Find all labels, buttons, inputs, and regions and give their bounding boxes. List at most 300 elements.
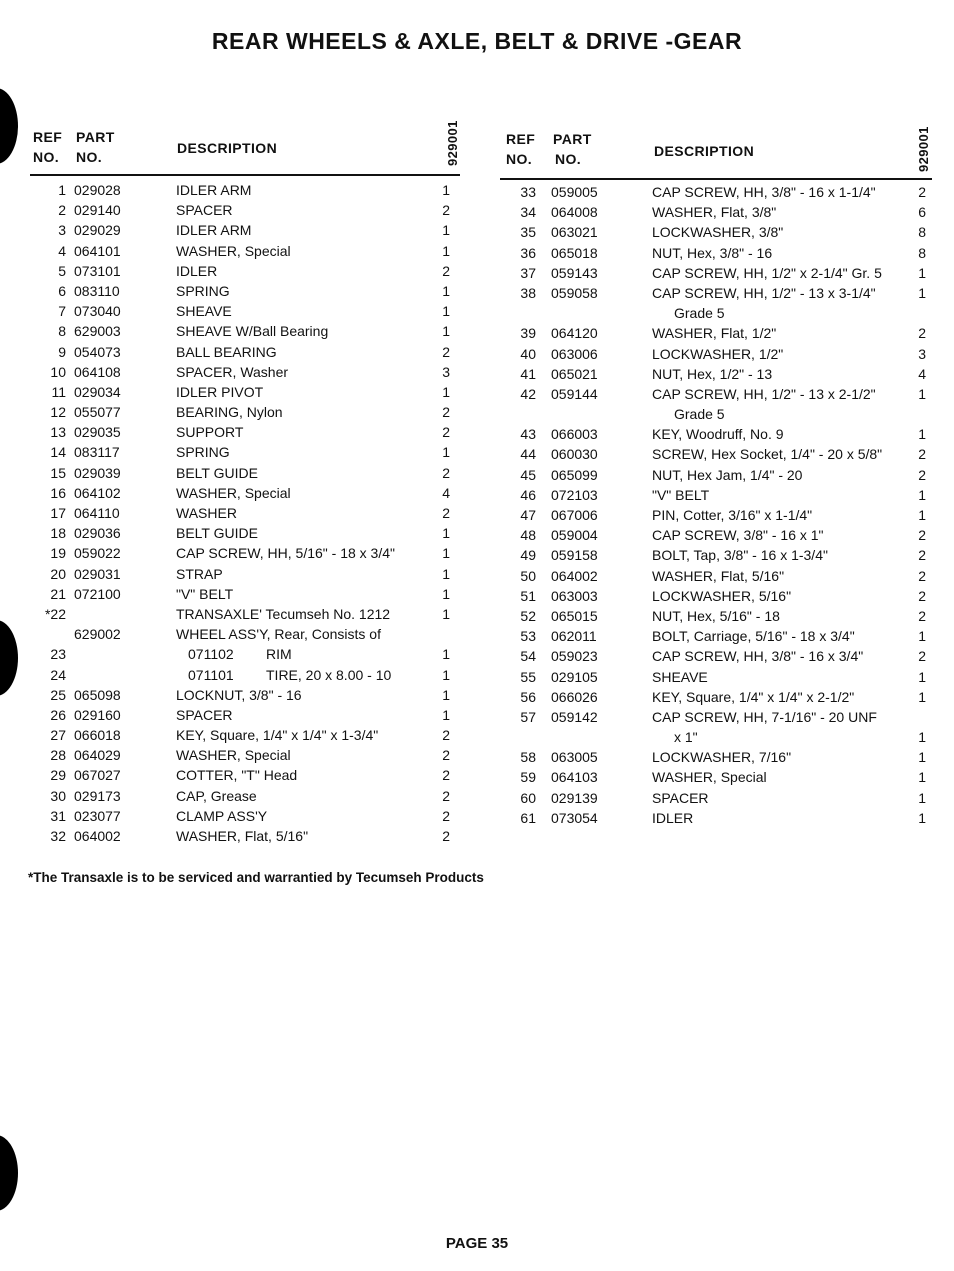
table-row <box>500 202 932 222</box>
part-number-cell: 065015 <box>551 607 598 624</box>
ref-cell: 37 <box>520 264 536 281</box>
table-header-right <box>500 118 932 174</box>
ref-cell: 32 <box>50 828 66 844</box>
ref-cell: 2 <box>58 202 66 219</box>
description-cell: SCREW, Hex Socket, 1/4" - 20 x 5/8" <box>652 446 883 463</box>
page-title: REAR WHEELS & AXLE, BELT & DRIVE -GEAR <box>211 28 743 54</box>
table-row <box>30 745 460 765</box>
quantity-cell: 1 <box>442 242 450 259</box>
part-number-cell: 054073 <box>74 343 121 360</box>
quantity-cell: 1 <box>918 809 926 826</box>
part-number-cell: 064108 <box>74 363 121 380</box>
description-cell: WHEEL ASS'Y, Rear, Consists of <box>176 626 381 643</box>
table-row <box>500 606 932 626</box>
table-row <box>500 344 932 364</box>
part-number-cell: 059144 <box>551 385 598 402</box>
table-row <box>30 261 460 281</box>
description-cell: PIN, Cotter, 3/16" x 1-1/4" <box>652 507 813 523</box>
ref-cell: 29 <box>50 767 66 784</box>
table-row <box>30 402 460 422</box>
quantity-cell: 1 <box>918 486 926 503</box>
description-cell: IDLER <box>652 809 694 826</box>
description-cell: WASHER, Flat, 1/2" <box>652 325 777 342</box>
part-number-cell: 629002 <box>74 626 121 643</box>
table-row <box>30 564 460 584</box>
quantity-cell: 6 <box>918 204 926 221</box>
quantity-cell: 2 <box>442 343 450 360</box>
ref-cell: 56 <box>520 688 536 705</box>
description-cell: CAP SCREW, HH, 3/8" - 16 x 3/4" <box>652 648 864 665</box>
ref-cell: 47 <box>520 507 536 523</box>
description-cell: LOCKWASHER, 5/16" <box>652 587 792 604</box>
ref-cell: 54 <box>520 648 536 665</box>
part-number-cell: 063021 <box>551 224 598 241</box>
table-row <box>500 384 932 404</box>
quantity-cell: 3 <box>442 363 450 380</box>
description-cell: Grade 5 <box>674 406 725 423</box>
quantity-cell: 1 <box>442 706 450 723</box>
description-cell: BOLT, Carriage, 5/16" - 18 x 3/4" <box>652 628 855 645</box>
ref-cell: 14 <box>50 444 66 461</box>
description-cell: CAP SCREW, 3/8" - 16 x 1" <box>652 527 824 544</box>
rows-left <box>30 180 460 846</box>
part-number-cell: 055077 <box>74 404 121 421</box>
description-cell: CAP, Grease <box>176 787 257 804</box>
ref-cell: 51 <box>520 587 536 604</box>
part-number-cell: 059023 <box>551 648 598 665</box>
description-cell: SUPPORT <box>176 424 244 441</box>
ref-cell: 17 <box>50 505 66 521</box>
ref-cell: 34 <box>520 204 536 221</box>
ref-cell: 45 <box>520 466 536 483</box>
table-row <box>30 523 460 543</box>
part-number-cell: 064101 <box>74 242 121 259</box>
part-header-line2: NO. <box>76 149 103 165</box>
description-cell: WASHER, Special <box>652 769 767 786</box>
table-row <box>30 543 460 563</box>
ref-cell: 55 <box>520 668 536 685</box>
part-number-cell: 063003 <box>551 587 598 604</box>
quantity-cell: 3 <box>918 345 926 362</box>
part-number-cell: 059142 <box>551 708 598 725</box>
ref-cell: 20 <box>50 565 66 582</box>
description-cell: IDLER ARM <box>176 182 252 198</box>
description-cell: LOCKWASHER, 3/8" <box>652 224 784 241</box>
quantity-cell: 2 <box>442 262 450 279</box>
description-cell: LOCKWASHER, 1/2" <box>652 345 784 362</box>
description-cell: CAP SCREW, HH, 7-1/16" - 20 UNF <box>652 708 877 725</box>
quantity-cell: 1 <box>918 507 926 523</box>
part-number-cell: 059143 <box>551 264 598 281</box>
part-number-cell: 066018 <box>74 727 121 744</box>
quantity-cell: 2 <box>442 404 450 421</box>
ref-cell: 61 <box>520 809 536 826</box>
table-row <box>30 604 460 624</box>
punch-hole-middle <box>0 620 18 696</box>
ref-cell: 7 <box>58 303 66 320</box>
part-number-cell: 072100 <box>74 585 121 602</box>
quantity-cell: 2 <box>442 424 450 441</box>
part-header-line2: NO. <box>555 151 582 167</box>
description-cell: BELT GUIDE <box>176 464 258 481</box>
description-cell: IDLER <box>176 262 218 279</box>
description-cell: STRAP <box>176 565 223 582</box>
description-cell: WASHER, Flat, 3/8" <box>652 204 777 221</box>
ref-cell: 33 <box>520 184 536 200</box>
part-number-cell: 029039 <box>74 464 121 481</box>
table-row <box>500 243 932 263</box>
quantity-cell: 1 <box>918 385 926 402</box>
quantity-cell: 1 <box>918 264 926 281</box>
quantity-cell: 2 <box>918 527 926 544</box>
description-cell: KEY, Square, 1/4" x 1/4" x 1-3/4" <box>176 727 379 744</box>
table-row <box>30 301 460 321</box>
part-number-cell: 064120 <box>551 325 598 342</box>
table-row <box>30 200 460 220</box>
ref-cell: 48 <box>520 527 536 544</box>
ref-cell: 6 <box>58 282 66 299</box>
part-number-cell: 029035 <box>74 424 121 441</box>
part-number-cell: 029031 <box>74 565 121 582</box>
table-row <box>30 382 460 402</box>
table-row <box>500 303 932 323</box>
table-row <box>30 806 460 826</box>
description-cell: "V" BELT <box>176 585 234 602</box>
ref-cell: 15 <box>50 464 66 481</box>
table-row <box>500 525 932 545</box>
quantity-cell: 2 <box>918 466 926 483</box>
quantity-cell: 2 <box>442 828 450 844</box>
table-row <box>500 747 932 767</box>
quantity-cell: 1 <box>918 688 926 705</box>
description-cell: BOLT, Tap, 3/8" - 16 x 1-3/4" <box>652 547 828 564</box>
quantity-cell: 2 <box>442 747 450 764</box>
ref-cell: 39 <box>520 325 536 342</box>
table-row <box>500 788 932 808</box>
description-cell: CAP SCREW, HH, 1/2" - 13 x 2-1/2" <box>652 385 876 402</box>
description-cell: NUT, Hex, 3/8" - 16 <box>652 244 773 261</box>
table-row <box>30 220 460 240</box>
sub-part-number-cell: 071101 <box>188 666 234 683</box>
quantity-cell: 2 <box>442 202 450 219</box>
ref-header-line2: NO. <box>506 151 533 167</box>
ref-cell: 25 <box>50 686 66 703</box>
model-number-header: 929001 <box>916 126 931 172</box>
table-row <box>500 626 932 646</box>
table-row <box>500 586 932 606</box>
ref-cell: 31 <box>50 807 66 824</box>
quantity-cell: 2 <box>442 807 450 824</box>
table-row <box>500 767 932 787</box>
description-cell: TRANSAXLE' Tecumseh No. 1212 <box>176 605 391 622</box>
table-row <box>500 808 932 828</box>
quantity-cell: 1 <box>442 565 450 582</box>
table-row <box>30 362 460 382</box>
description-cell: WASHER <box>176 505 237 521</box>
description-cell: SHEAVE <box>176 303 232 320</box>
table-row <box>500 424 932 444</box>
quantity-cell: 1 <box>918 789 926 806</box>
ref-cell: *22 <box>44 605 66 622</box>
quantity-cell: 2 <box>442 767 450 784</box>
description-cell: NUT, Hex, 5/16" - 18 <box>652 607 780 624</box>
punch-hole-top <box>0 88 18 164</box>
table-row <box>30 463 460 483</box>
quantity-cell: 1 <box>442 303 450 320</box>
description-cell: LOCKWASHER, 7/16" <box>652 749 792 766</box>
table-row <box>30 725 460 745</box>
table-row <box>30 644 460 664</box>
quantity-cell: 2 <box>918 567 926 584</box>
part-header-line1: PART <box>76 129 115 145</box>
ref-cell: 52 <box>520 607 536 624</box>
ref-cell: 53 <box>520 628 536 645</box>
part-number-cell: 063005 <box>551 749 598 766</box>
description-header: DESCRIPTION <box>177 140 278 156</box>
quantity-cell: 1 <box>442 222 450 239</box>
table-row <box>500 465 932 485</box>
ref-cell: 50 <box>520 567 536 584</box>
part-number-cell: 065098 <box>74 686 121 703</box>
ref-cell: 26 <box>50 706 66 723</box>
page-number: PAGE 35 <box>445 1235 509 1252</box>
footnote: *The Transaxle is to be serviced and warrantied by Tecumseh Products <box>28 870 484 885</box>
quantity-cell: 1 <box>918 284 926 301</box>
punch-hole-bottom <box>0 1135 18 1211</box>
sub-description-cell: TIRE, 20 x 8.00 - 10 <box>266 666 392 683</box>
part-number-cell: 065099 <box>551 466 598 483</box>
part-number-cell: 059005 <box>551 184 598 200</box>
table-row <box>500 727 932 747</box>
ref-cell: 23 <box>50 646 66 663</box>
description-cell: CAP SCREW, HH, 3/8" - 16 x 1-1/4" <box>652 184 876 200</box>
ref-header-line1: REF <box>506 131 536 147</box>
part-number-cell: 065021 <box>551 365 598 382</box>
quantity-cell: 2 <box>918 547 926 564</box>
ref-cell: 12 <box>50 404 66 421</box>
quantity-cell: 1 <box>918 749 926 766</box>
table-row <box>500 485 932 505</box>
part-number-cell: 059022 <box>74 545 121 562</box>
description-cell: SPRING <box>176 444 230 461</box>
table-row <box>30 483 460 503</box>
quantity-cell: 1 <box>918 729 926 746</box>
quantity-cell: 1 <box>918 426 926 443</box>
description-cell: KEY, Woodruff, No. 9 <box>652 426 784 443</box>
description-cell: CAP SCREW, HH, 5/16" - 18 x 3/4" <box>176 545 395 562</box>
ref-cell: 36 <box>520 244 536 261</box>
ref-cell: 8 <box>58 323 66 340</box>
description-cell: IDLER ARM <box>176 222 252 239</box>
description-cell: SPRING <box>176 282 230 299</box>
ref-cell: 16 <box>50 484 66 501</box>
part-number-cell: 029034 <box>74 383 121 400</box>
table-row <box>500 323 932 343</box>
table-row <box>500 444 932 464</box>
table-header-left <box>30 118 460 174</box>
quantity-cell: 1 <box>918 668 926 685</box>
description-cell: WASHER, Special <box>176 484 291 501</box>
ref-cell: 40 <box>520 345 536 362</box>
part-number-cell: 067027 <box>74 767 121 784</box>
part-header-line1: PART <box>553 131 592 147</box>
quantity-cell: 2 <box>442 464 450 481</box>
ref-cell: 9 <box>58 343 66 360</box>
table-row <box>30 180 460 200</box>
table-row <box>30 826 460 846</box>
part-number-cell: 059058 <box>551 284 598 301</box>
part-number-cell: 073040 <box>74 303 121 320</box>
ref-cell: 43 <box>520 426 536 443</box>
ref-cell: 21 <box>50 585 66 602</box>
description-cell: SPACER, Washer <box>176 363 289 380</box>
sub-part-number-cell: 071102 <box>188 646 234 663</box>
table-row <box>500 566 932 586</box>
part-number-cell: 064002 <box>551 567 598 584</box>
description-cell: Grade 5 <box>674 305 725 322</box>
table-row <box>30 584 460 604</box>
table-row <box>500 667 932 687</box>
table-row <box>500 404 932 424</box>
table-row <box>500 707 932 727</box>
description-cell: SHEAVE <box>652 668 708 685</box>
sub-description-cell: RIM <box>266 646 292 663</box>
part-number-cell: 029036 <box>74 525 121 542</box>
ref-cell: 24 <box>50 666 66 683</box>
quantity-cell: 8 <box>918 224 926 241</box>
quantity-cell: 1 <box>442 282 450 299</box>
table-row <box>500 505 932 525</box>
part-number-cell: 064102 <box>74 484 121 501</box>
ref-cell: 10 <box>50 363 66 380</box>
part-number-cell: 064029 <box>74 747 121 764</box>
header-rule-left <box>30 174 460 176</box>
quantity-cell: 2 <box>442 505 450 521</box>
part-number-cell: 629003 <box>74 323 121 340</box>
table-row <box>500 263 932 283</box>
table-row <box>30 321 460 341</box>
ref-cell: 19 <box>50 545 66 562</box>
quantity-cell: 8 <box>918 244 926 261</box>
ref-cell: 60 <box>520 789 536 806</box>
quantity-cell: 1 <box>442 646 450 663</box>
quantity-cell: 2 <box>918 587 926 604</box>
quantity-cell: 1 <box>442 666 450 683</box>
ref-cell: 57 <box>520 708 536 725</box>
description-cell: WASHER, Special <box>176 747 291 764</box>
quantity-cell: 1 <box>442 383 450 400</box>
quantity-cell: 2 <box>918 648 926 665</box>
description-cell: SPACER <box>652 789 709 806</box>
quantity-cell: 1 <box>442 182 450 198</box>
part-number-cell: 029105 <box>551 668 598 685</box>
quantity-cell: 1 <box>442 525 450 542</box>
ref-cell: 49 <box>520 547 536 564</box>
part-number-cell: 029160 <box>74 706 121 723</box>
table-row <box>500 545 932 565</box>
description-cell: CAP SCREW, HH, 1/2" x 2-1/4" Gr. 5 <box>652 264 882 281</box>
ref-cell: 30 <box>50 787 66 804</box>
description-cell: IDLER PIVOT <box>176 383 264 400</box>
part-number-cell: 073054 <box>551 809 598 826</box>
quantity-cell: 2 <box>442 787 450 804</box>
table-row <box>30 786 460 806</box>
description-cell: SPACER <box>176 706 233 723</box>
ref-cell: 11 <box>51 383 66 400</box>
part-number-cell: 072103 <box>551 486 598 503</box>
table-row <box>500 222 932 242</box>
part-number-cell: 067006 <box>551 507 598 523</box>
description-cell: WASHER, Special <box>176 242 291 259</box>
table-row <box>30 665 460 685</box>
description-cell: LOCKNUT, 3/8" - 16 <box>176 686 302 703</box>
part-number-cell: 059158 <box>551 547 598 564</box>
part-number-cell: 073101 <box>74 262 121 279</box>
part-number-cell: 065018 <box>551 244 598 261</box>
ref-cell: 44 <box>520 446 536 463</box>
ref-cell: 18 <box>50 525 66 542</box>
quantity-cell: 1 <box>442 686 450 703</box>
part-number-cell: 029028 <box>74 182 121 198</box>
quantity-cell: 1 <box>442 545 450 562</box>
table-row <box>30 281 460 301</box>
model-number-header: 929001 <box>445 120 460 166</box>
ref-header-line2: NO. <box>33 149 60 165</box>
description-cell: SHEAVE W/Ball Bearing <box>176 323 329 340</box>
description-header: DESCRIPTION <box>654 143 755 159</box>
header-rule-right <box>500 178 932 180</box>
description-cell: WASHER, Flat, 5/16" <box>176 828 309 844</box>
part-number-cell: 029139 <box>551 789 598 806</box>
table-row <box>30 685 460 705</box>
ref-cell: 13 <box>50 424 66 441</box>
ref-cell: 59 <box>520 769 536 786</box>
part-number-cell: 029173 <box>74 787 121 804</box>
ref-cell: 5 <box>58 262 66 279</box>
table-row <box>500 182 932 202</box>
part-number-cell: 029029 <box>74 222 121 239</box>
part-number-cell: 064002 <box>74 828 121 844</box>
ref-cell: 35 <box>520 224 536 241</box>
table-row <box>30 765 460 785</box>
ref-cell: 38 <box>520 284 536 301</box>
description-cell: x 1" <box>674 729 698 746</box>
table-row <box>30 442 460 462</box>
quantity-cell: 1 <box>442 585 450 602</box>
description-cell: CAP SCREW, HH, 1/2" - 13 x 3-1/4" <box>652 284 876 301</box>
table-row <box>30 422 460 442</box>
table-row <box>500 283 932 303</box>
quantity-cell: 1 <box>918 769 926 786</box>
quantity-cell: 1 <box>442 605 450 622</box>
ref-cell: 28 <box>50 747 66 764</box>
ref-cell: 41 <box>520 365 536 382</box>
quantity-cell: 2 <box>918 325 926 342</box>
table-row <box>30 705 460 725</box>
part-number-cell: 083110 <box>74 282 120 299</box>
description-cell: NUT, Hex, 1/2" - 13 <box>652 365 773 382</box>
ref-header-line1: REF <box>33 129 63 145</box>
part-number-cell: 064008 <box>551 204 598 221</box>
quantity-cell: 1 <box>442 323 450 340</box>
table-row <box>30 624 460 644</box>
part-number-cell: 064110 <box>74 505 120 521</box>
quantity-cell: 4 <box>918 365 926 382</box>
part-number-cell: 066026 <box>551 688 598 705</box>
ref-cell: 58 <box>520 749 536 766</box>
quantity-cell: 4 <box>442 484 450 501</box>
description-cell: SPACER <box>176 202 233 219</box>
